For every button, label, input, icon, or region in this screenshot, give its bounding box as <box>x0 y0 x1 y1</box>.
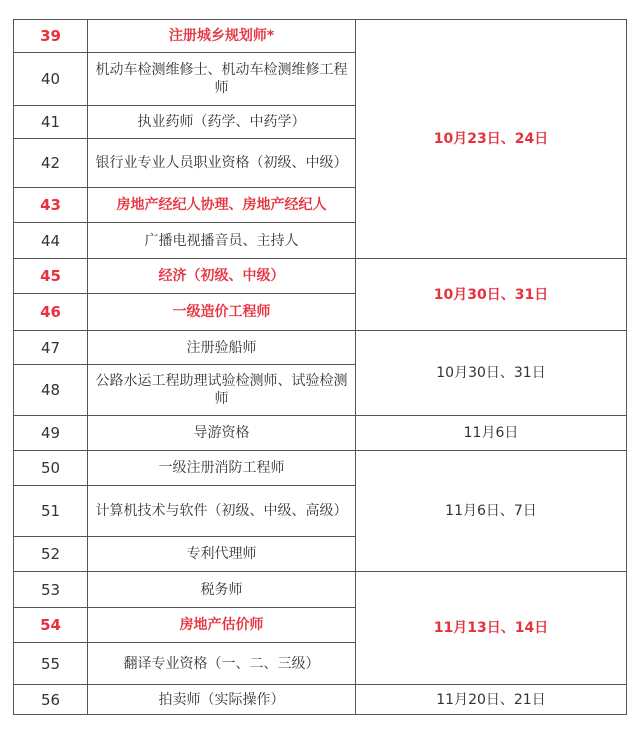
exam-schedule-table <box>13 19 627 715</box>
exam-name: 经济（初级、中级） <box>88 259 356 294</box>
exam-name: 一级造价工程师 <box>88 294 356 331</box>
table-row <box>14 572 627 608</box>
exam-name: 计算机技术与软件（初级、中级、高级） <box>88 486 356 537</box>
row-number: 49 <box>14 416 88 451</box>
table-row <box>14 451 627 486</box>
row-number: 43 <box>14 188 88 223</box>
exam-date: 11月13日、14日 <box>356 572 627 685</box>
exam-name: 导游资格 <box>88 416 356 451</box>
table-row <box>14 331 627 365</box>
table-row <box>14 685 627 715</box>
exam-name: 广播电视播音员、主持人 <box>88 223 356 259</box>
row-number: 41 <box>14 106 88 139</box>
exam-date: 11月6日 <box>356 416 627 451</box>
exam-date: 10月30日、31日 <box>356 331 627 416</box>
table-row <box>14 20 627 53</box>
row-number: 54 <box>14 608 88 643</box>
exam-name: 房地产估价师 <box>88 608 356 643</box>
row-number: 40 <box>14 53 88 106</box>
row-number: 55 <box>14 643 88 685</box>
exam-name: 机动车检测维修士、机动车检测维修工程师 <box>88 53 356 106</box>
row-number: 48 <box>14 365 88 416</box>
exam-name: 一级注册消防工程师 <box>88 451 356 486</box>
row-number: 42 <box>14 139 88 188</box>
row-number: 50 <box>14 451 88 486</box>
exam-name: 专利代理师 <box>88 537 356 572</box>
exam-name: 房地产经纪人协理、房地产经纪人 <box>88 188 356 223</box>
exam-name: 公路水运工程助理试验检测师、试验检测师 <box>88 365 356 416</box>
row-number: 45 <box>14 259 88 294</box>
row-number: 51 <box>14 486 88 537</box>
exam-name: 执业药师（药学、中药学） <box>88 106 356 139</box>
exam-name: 拍卖师（实际操作） <box>88 685 356 715</box>
row-number: 47 <box>14 331 88 365</box>
row-number: 53 <box>14 572 88 608</box>
row-number: 56 <box>14 685 88 715</box>
exam-name: 翻译专业资格（一、二、三级） <box>88 643 356 685</box>
row-number: 39 <box>14 20 88 53</box>
row-number: 44 <box>14 223 88 259</box>
exam-date: 10月23日、24日 <box>356 20 627 259</box>
exam-date: 11月20日、21日 <box>356 685 627 715</box>
exam-name: 银行业专业人员职业资格（初级、中级） <box>88 139 356 188</box>
exam-date: 10月30日、31日 <box>356 259 627 331</box>
row-number: 46 <box>14 294 88 331</box>
table-row <box>14 416 627 451</box>
table-row <box>14 259 627 294</box>
exam-name: 注册验船师 <box>88 331 356 365</box>
exam-date: 11月6日、7日 <box>356 451 627 572</box>
exam-name: 注册城乡规划师* <box>88 20 356 53</box>
row-number: 52 <box>14 537 88 572</box>
exam-name: 税务师 <box>88 572 356 608</box>
